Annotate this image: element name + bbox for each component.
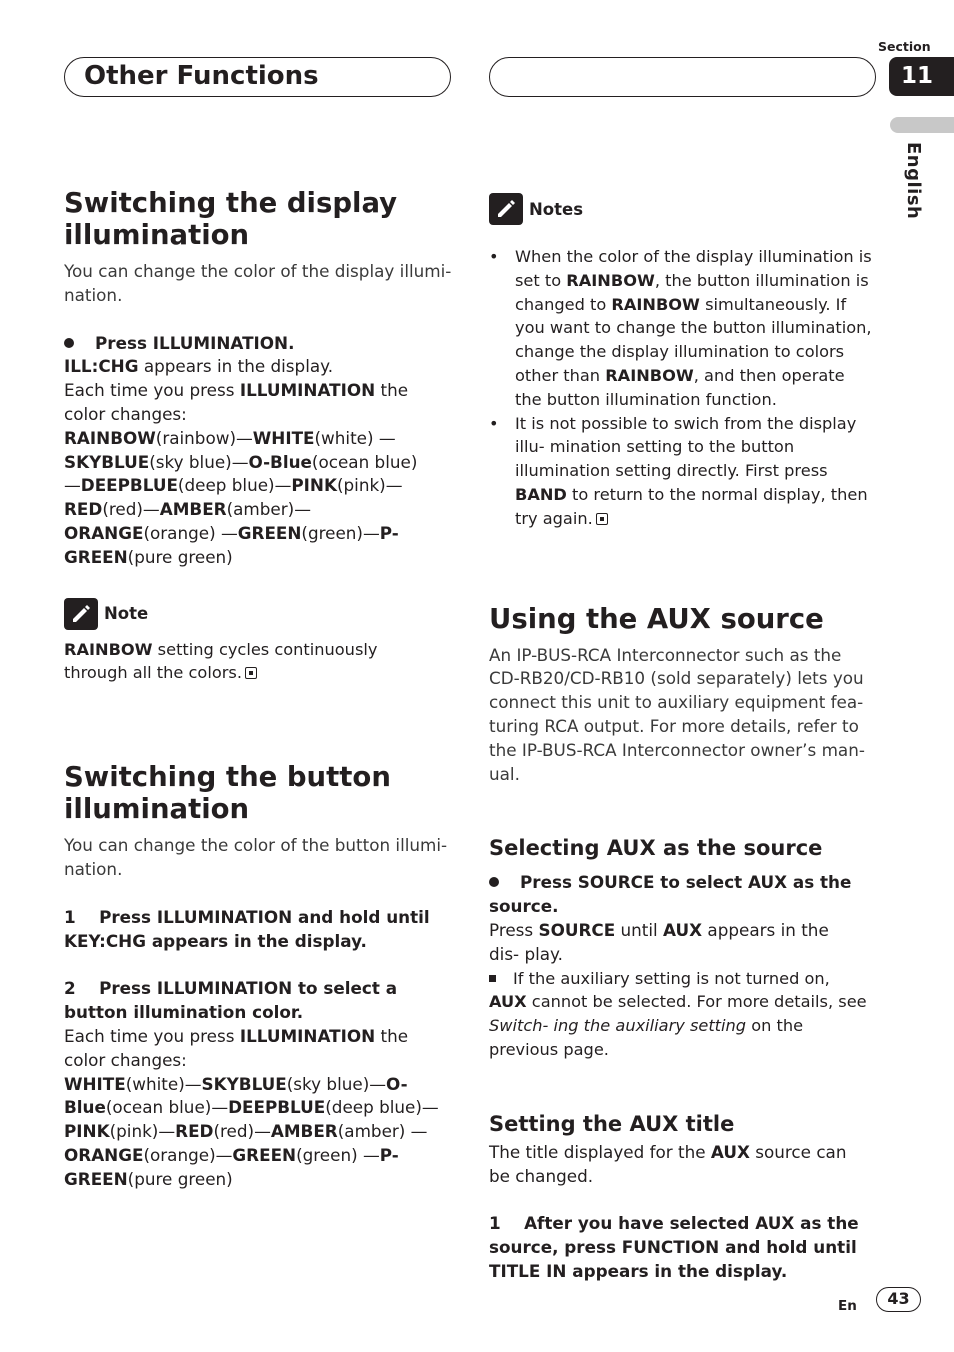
step-1-hold-illumination: 1 Press ILLUMINATION and hold until KEY:CHG appears in the display. (64, 906, 430, 951)
notes-header: Notes (489, 193, 879, 225)
each-time-line-2: Each time you press ILLUMINATION the color changes: (64, 1025, 409, 1070)
heading-button-illumination: Switching the button illumination (64, 761, 391, 826)
note-header: Note (64, 598, 454, 630)
each-time-line: Each time you press ILLUMINATION the color changes: (64, 380, 409, 424)
note-switch-directly: • It is not possible to swich from the display illu- mination setting to the button illumination setting directly. First press BAND to return to the normal display, then try again. (489, 412, 877, 531)
display-color-sequence: RAINBOW(rainbow)—WHITE(white) —SKYBLUE(sky blue)—O-Blue(ocean blue) —DEEPBLUE(deep blue)—PINK(pink)—RED(red)—AMBER(amber)—ORANGE(orange) —GREEN(green)—P-GREEN(pure green) (64, 427, 418, 567)
page-number: 43 (876, 1287, 921, 1312)
note-rainbow: RAINBOW setting cycles continuously through all the colors. (64, 639, 378, 683)
language-label: English (903, 142, 924, 220)
bullet-dot (489, 877, 499, 887)
select-aux-note: If the auxiliary setting is not turned on, AUX cannot be selected. For more details, see Switch- ing the auxiliary setting on the previous page. (489, 968, 867, 1059)
heading-select-aux: Selecting AUX as the source (489, 836, 823, 861)
heading-set-aux-title: Setting the AUX title (489, 1111, 735, 1136)
step-1-function-hold: 1 After you have selected AUX as the source, press FUNCTION and hold until TITLE IN appears in the display. (489, 1213, 859, 1281)
language-tab (890, 117, 954, 133)
step-press-source: Press SOURCE to select AUX as the source. (489, 872, 852, 917)
note-rainbow-sync: • When the color of the display illumination is set to RAINBOW, the button illumination is changed to RAINBOW simultaneously. If you want to change the button illumination, change the display illumination to colors other than RAINBOW, and then operate the button illumination function. (489, 245, 875, 412)
display-illumination-intro: You can change the color of the display illumi- nation. (64, 261, 452, 305)
section-number: 11 (889, 57, 954, 96)
button-color-sequence: WHITE(white)—SKYBLUE(sky blue)—O-Blue(ocean blue)—DEEPBLUE(deep blue)—PINK(pink)—RED(red)—AMBER(amber) —ORANGE(orange)—GREEN(green) —P-GREEN(pure green) (64, 1073, 439, 1189)
bullet-dot (64, 338, 74, 348)
set-aux-title-desc: The title displayed for the AUX source can be changed. (489, 1141, 847, 1186)
square-bullet-icon (489, 975, 496, 982)
right-column (489, 193, 879, 1284)
pencil-notes-icon (489, 193, 523, 225)
header-empty-frame (489, 57, 876, 97)
ill-chg-line: ILL:CHG appears in the display. (64, 356, 334, 377)
select-aux-desc: Press SOURCE until AUX appears in the dis- play. (489, 919, 829, 964)
step-press-illumination: Press ILLUMINATION. (64, 332, 454, 356)
chapter-title: Other Functions (84, 61, 319, 91)
aux-intro: An IP-BUS-RCA Interconnector such as the CD-RB20/CD-RB10 (sold separately) lets you connect this unit to auxiliary equipment fea- turing RCA output. For more details, refer to the IP-BUS-RCA Interconnector owner’s man- ual. (489, 644, 865, 784)
step-2-select-color: 2 Press ILLUMINATION to select a button illumination color. (64, 978, 398, 1023)
section-label: Section (878, 39, 931, 54)
end-mark-icon (596, 513, 608, 525)
button-illumination-intro: You can change the color of the button illumi- nation. (64, 835, 448, 879)
end-mark-icon (245, 667, 257, 679)
left-column (64, 187, 454, 1192)
footer-language: En (838, 1298, 857, 1314)
pencil-note-icon (64, 598, 98, 630)
heading-aux-source: Using the AUX source (489, 602, 824, 635)
heading-display-illumination: Switching the display illumination (64, 187, 398, 251)
